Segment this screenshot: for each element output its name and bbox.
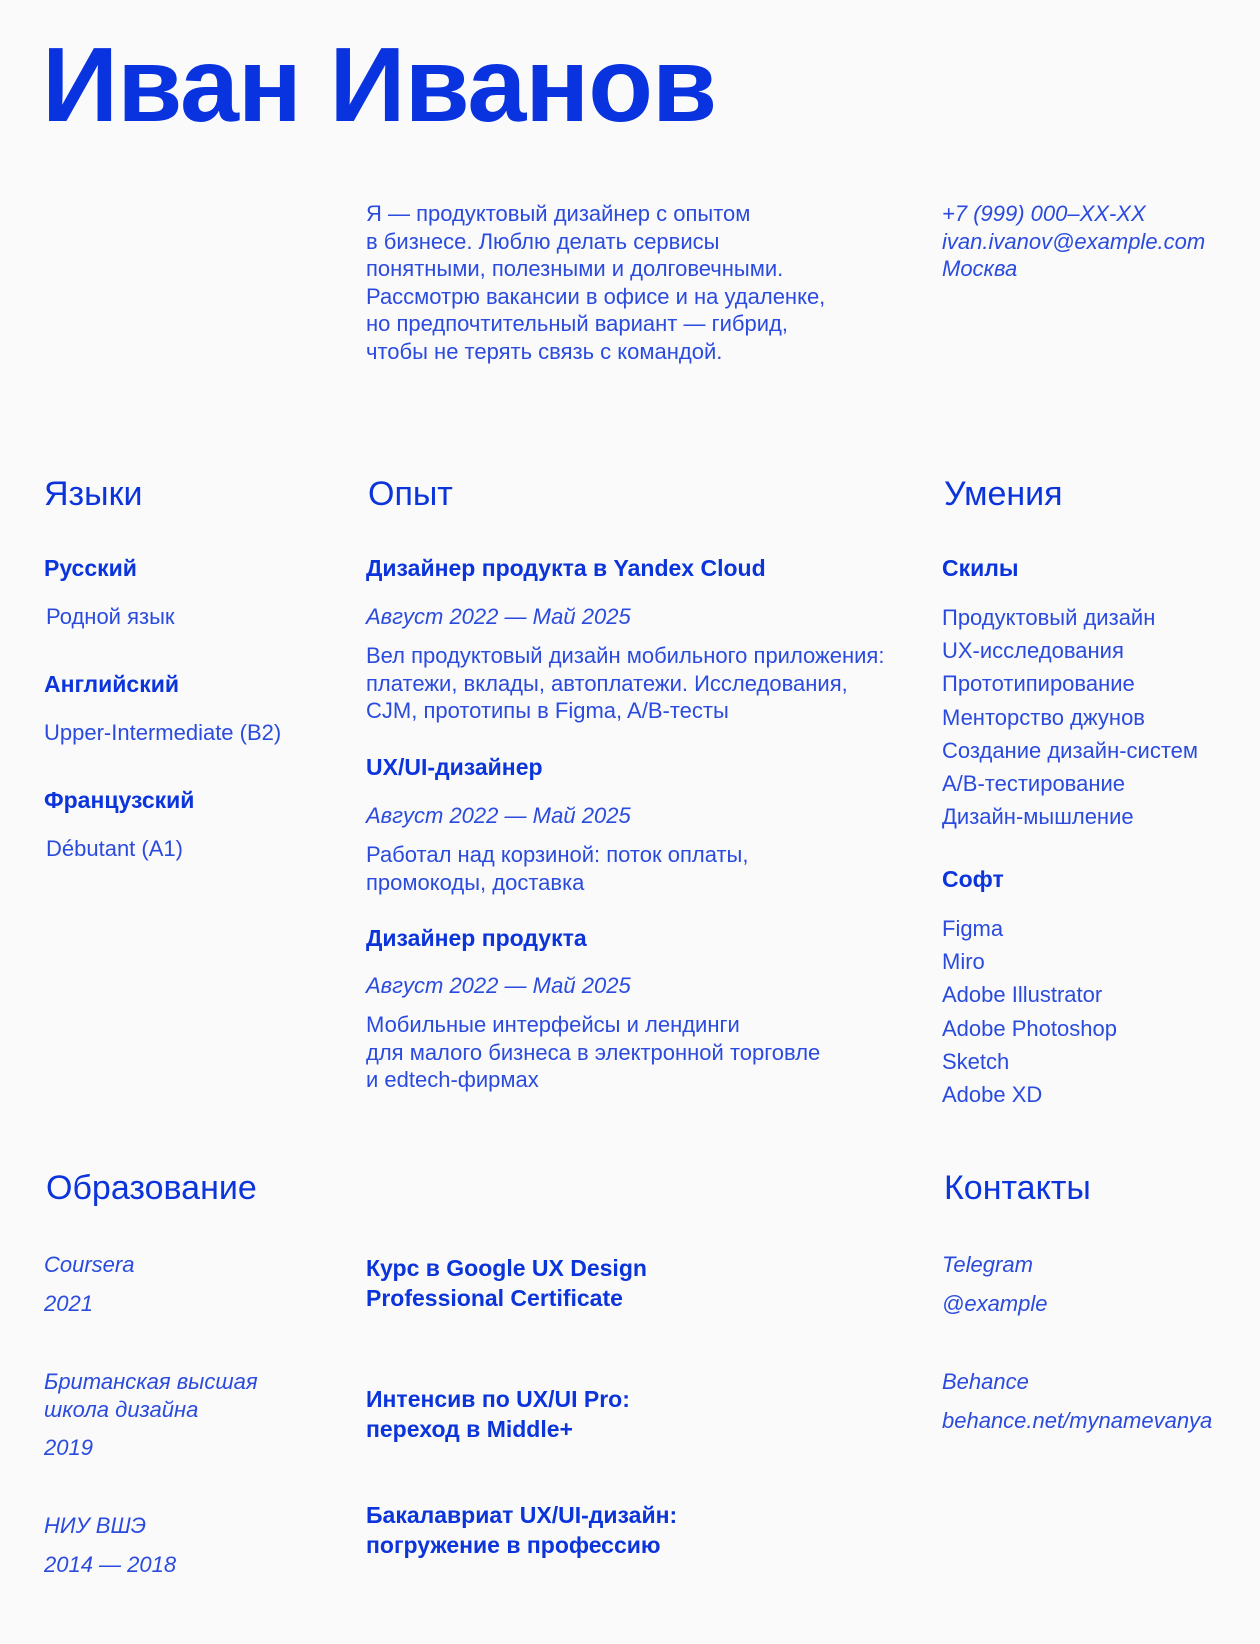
top-contacts xyxy=(942,200,1205,283)
software-subheading: Софт xyxy=(942,866,1004,892)
education-year: 2019 xyxy=(44,1435,93,1460)
contact-label: Behance xyxy=(942,1369,1029,1394)
skill-item: Создание дизайн-систем xyxy=(942,737,1199,763)
software-item: Adobe Photoshop xyxy=(942,1015,1117,1041)
education-heading: Образование xyxy=(46,1169,257,1207)
language-name: Французский xyxy=(44,787,195,813)
job-dates: Август 2022 — Май 2025 xyxy=(366,803,631,828)
skills-list xyxy=(942,601,1198,833)
telegram-link[interactable]: @example xyxy=(942,1291,1048,1316)
job-title: Дизайнер продукта в Yandex Cloud xyxy=(366,555,766,581)
experience-heading: Опыт xyxy=(368,475,453,513)
email[interactable]: ivan.ivanov@example.com xyxy=(942,228,1206,254)
education-course: Бакалавриат UX/UI-дизайн: погружение в профессию xyxy=(366,1502,678,1558)
contact-label: Telegram xyxy=(942,1252,1033,1277)
skill-item: A/B-тестирование xyxy=(942,770,1126,796)
software-item: Adobe XD xyxy=(942,1081,1043,1107)
behance-link[interactable]: behance.net/mynamevanya xyxy=(942,1408,1213,1433)
language-name: Английский xyxy=(44,671,179,697)
software-item: Figma xyxy=(942,916,1004,941)
education-school: Coursera xyxy=(44,1252,135,1277)
intro-text: Я — продуктовый дизайнер с опытом в бизнесе. Люблю делать сервисы понятными, полезными и долговечными. Рассмотрю вакансии в офисе и на удаленке, но предпочтительный вариант — гибрид, чтобы не терять связь с командой. xyxy=(366,201,826,364)
language-level: Upper-Intermediate (B2) xyxy=(44,720,282,745)
person-name: Иван Иванов xyxy=(42,26,717,144)
education-school: НИУ ВШЭ xyxy=(44,1513,146,1538)
contacts-heading: Контакты xyxy=(944,1169,1091,1207)
skill-item: Менторство джунов xyxy=(942,704,1145,730)
language-level: Родной язык xyxy=(46,604,175,629)
education-school: Британская высшая школа дизайна xyxy=(44,1369,258,1422)
education-year: 2014 — 2018 xyxy=(44,1552,177,1577)
language-name: Русский xyxy=(44,555,137,581)
phone[interactable]: +7 (999) 000–XX-XX xyxy=(942,201,1146,226)
language-level: Débutant (A1) xyxy=(46,836,183,861)
city: Москва xyxy=(942,256,1018,281)
education-course: Курс в Google UX Design Professional Certificate xyxy=(366,1255,647,1311)
job-title: UX/UI-дизайнер xyxy=(366,754,543,780)
skill-item: Дизайн-мышление xyxy=(942,804,1134,830)
education-course: Интенсив по UX/UI Pro: переход в Middle+ xyxy=(366,1386,630,1442)
job-dates: Август 2022 — Май 2025 xyxy=(366,973,631,998)
software-item: Adobe Illustrator xyxy=(942,982,1103,1008)
skills-subheading: Скилы xyxy=(942,555,1019,581)
job-description: Вел продуктовый дизайн мобильного приложения: платежи, вклады, автоплатежи. Исследования, CJM, прототипы в Figma, A/B-тесты xyxy=(366,643,885,723)
software-list xyxy=(942,912,1117,1111)
skill-item: Прототипирование xyxy=(942,671,1135,697)
skill-item: Продуктовый дизайн xyxy=(942,605,1156,630)
software-item: Miro xyxy=(942,949,985,975)
job-dates: Август 2022 — Май 2025 xyxy=(366,604,631,629)
software-item: Sketch xyxy=(942,1048,1010,1074)
education-year: 2021 xyxy=(44,1291,93,1316)
job-description: Работал над корзиной: поток оплаты, промокоды, доставка xyxy=(366,842,749,895)
skill-item: UX-исследования xyxy=(942,638,1124,664)
skills-heading: Умения xyxy=(944,475,1063,513)
job-title: Дизайнер продукта xyxy=(366,925,587,951)
languages-heading: Языки xyxy=(44,475,143,513)
job-description: Мобильные интерфейсы и лендинги для малого бизнеса в электронной торговле и edtech-фирмах xyxy=(366,1012,821,1092)
